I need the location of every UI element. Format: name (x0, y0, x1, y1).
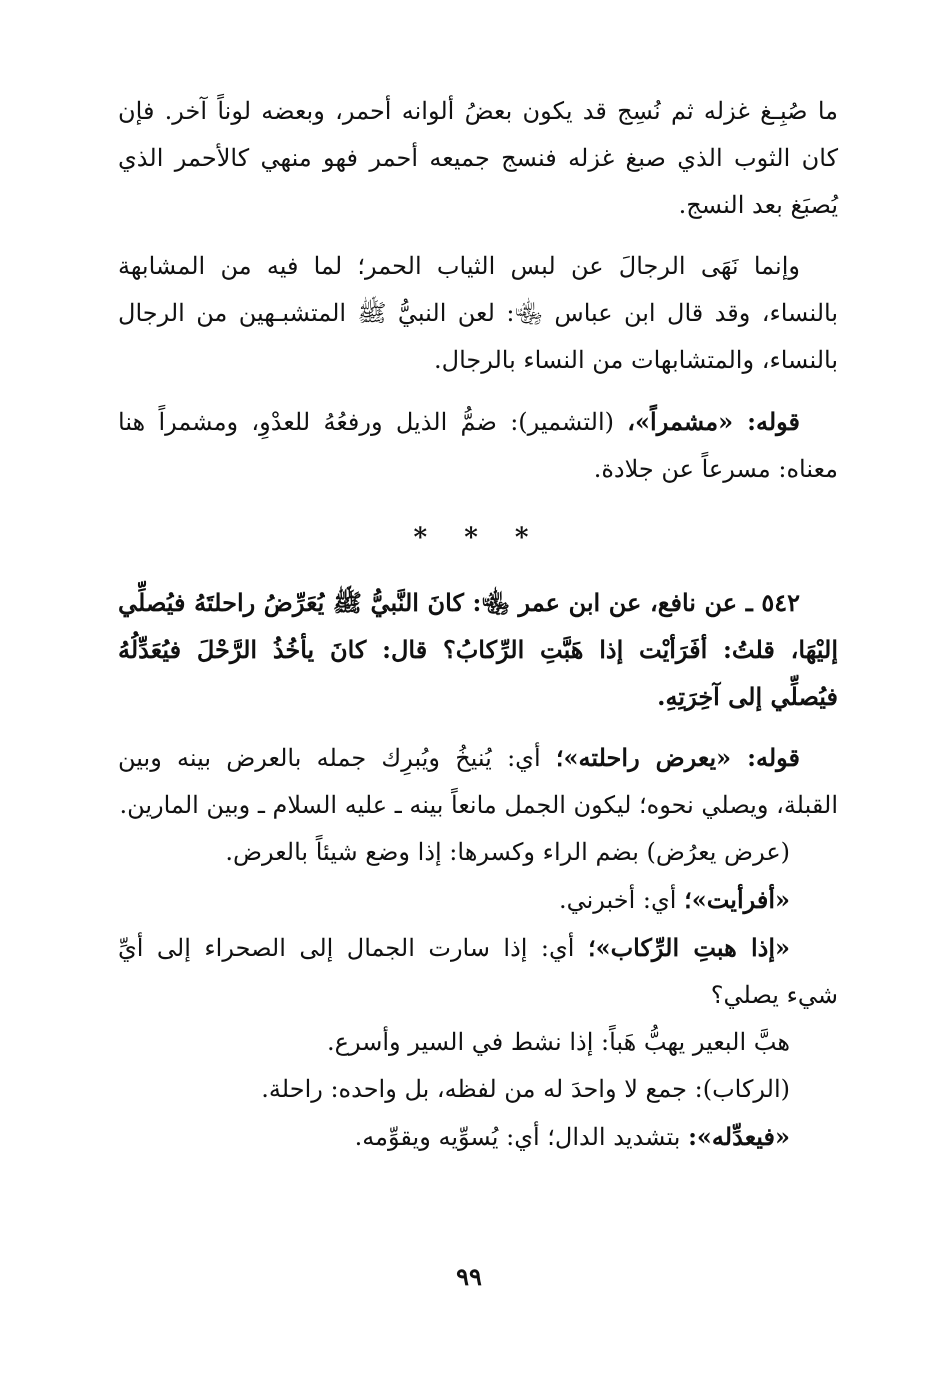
paragraph-11-text: بتشديد الدال؛ أي: يُسوِّيه ويقوِّمه. (354, 1123, 689, 1151)
paragraph-7-lead: «أفرأيت»؛ (684, 885, 790, 914)
paragraph-6: (عرض يعرُض) بضم الراء وكسرها: إذا وضع شيئاً بالعرض. (225, 838, 790, 866)
paragraph-5 (118, 734, 838, 829)
paragraph-11-lead: «فيعدِّله»: (688, 1122, 790, 1151)
paragraph-10: (الركاب): جمع لا واحدَ له من لفظه، بل واحده: راحلة. (261, 1075, 790, 1103)
paragraph-3-lead: قوله: «مشمراً»، (627, 407, 800, 436)
paragraph-11 (118, 1113, 838, 1161)
paragraph-7-text: أي: أخبرني. (558, 886, 685, 914)
paragraph-5-lead: قوله: «يعرض راحلته»؛ (555, 743, 801, 772)
paragraph-5-text: أي: يُنيخُ ويُبرِك جمله بالعرض بينه وبين القبلة، ويصلي نحوه؛ ليكون الجمل مانعاً بينه ـ عليه السلام ـ وبين المارين. (118, 744, 838, 819)
paragraph-8-lead: «إذا هبتِ الرِّكاب»؛ (587, 933, 791, 962)
paragraph-8 (118, 924, 838, 1019)
paragraph-8-text: أي: إذا سارت الجمال إلى الصحراء إلى أيِّ شيء يصلي؟ (118, 934, 838, 1009)
page-body (118, 88, 838, 1161)
paragraph-2: وإنما نَهَى الرجالَ عن لبس الثياب الحمر؛ لما فيه من المشابهة بالنساء، وقد قال ابن عباس ﵄: لعن النبيُّ ﷺ المتشبـهين من الرجال بالنساء، والمتشابهات من النساء بالرجال. (118, 252, 839, 374)
page-number: ٩٩ (456, 1262, 482, 1291)
paragraph-3 (118, 398, 838, 493)
section-divider: * * * (413, 523, 543, 553)
paragraph-3-text: (التشمير): ضمُّ الذيل ورفعُهُ للعدْوِ، ومشمراً هنا معناه: مسرعاً عن جلادة. (118, 408, 838, 483)
hadith-542: ٥٤٢ ـ عن نافع، عن ابن عمر ﵄: كانَ النَّبيُّ ﷺ يُعَرِّضُ راحلتَهُ فيُصلِّي إليْهَا، قلتُ: أفَرَأيْت إذا هَبَّتِ الرِّكابُ؟ قال: كانَ يأخُذُ الرَّحْلَ فيُعَدِّلُهُ فيُصلِّي إلى آخِرَتِهِ. (118, 588, 838, 711)
paragraph-1: ما صُبِـغ غزله ثم نُسِج قد يكون بعضُ ألوانه أحمر، وبعضه لوناً آخر. فإن كان الثوب الذي صبغ غزله فنسج جميعه أحمر فهو منهي كالأحمر الذي يُصبَغ بعد النسج. (118, 97, 839, 219)
paragraph-9: هبَّ البعير يهبُّ هَباً: إذا نشط في السير وأسرع. (327, 1028, 790, 1056)
paragraph-7 (118, 876, 838, 924)
